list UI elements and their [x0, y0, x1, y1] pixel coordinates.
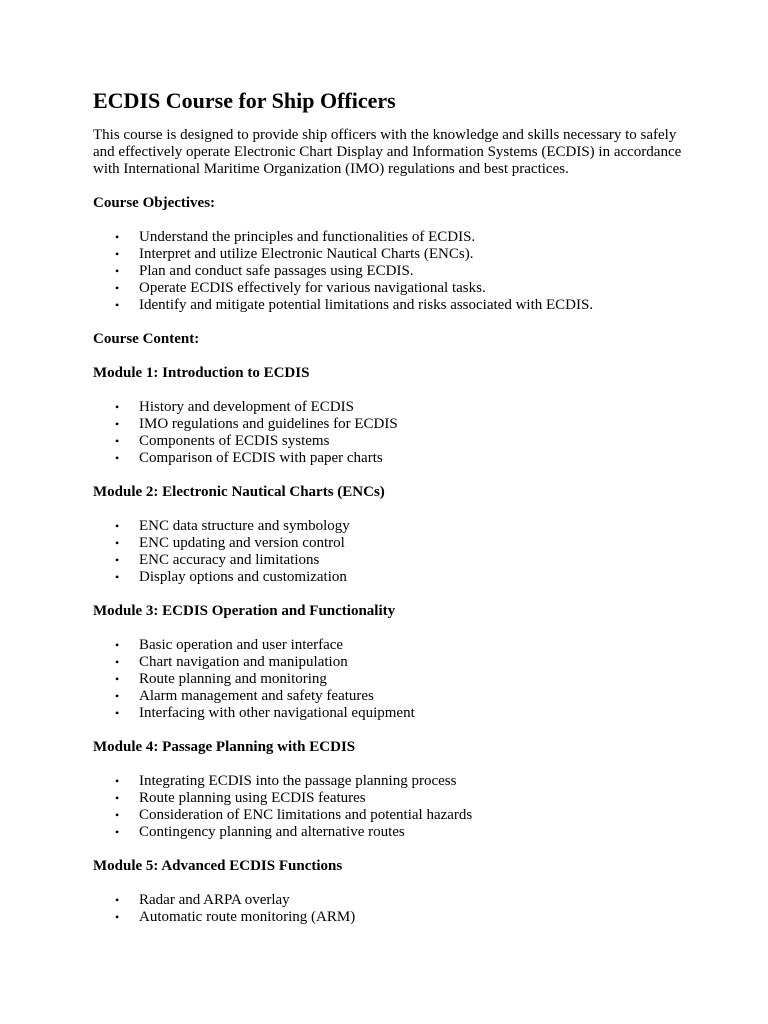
- bullet-icon: •: [115, 400, 120, 414]
- bullet-icon: •: [115, 825, 120, 839]
- bullet-icon: •: [115, 638, 120, 652]
- list-item-text: Comparison of ECDIS with paper charts: [139, 450, 383, 466]
- list-item-text: IMO regulations and guidelines for ECDIS: [139, 416, 398, 432]
- list-item: [93, 280, 693, 297]
- bullet-icon: •: [115, 706, 120, 720]
- list-item-text: Components of ECDIS systems: [139, 433, 330, 449]
- objectives-list: [93, 229, 693, 314]
- document-title: ECDIS Course for Ship Officers: [93, 88, 396, 113]
- list-item: [93, 637, 693, 654]
- bullet-icon: •: [115, 570, 120, 584]
- list-item: [93, 450, 693, 467]
- list-item: [93, 790, 693, 807]
- list-item: [93, 892, 693, 909]
- list-item: [93, 552, 693, 569]
- list-item: [93, 416, 693, 433]
- module-1-heading: Module 1: Introduction to ECDIS: [93, 365, 310, 381]
- list-item: [93, 518, 693, 535]
- list-item: [93, 807, 693, 824]
- list-item-text: Chart navigation and manipulation: [139, 654, 348, 670]
- list-item: [93, 824, 693, 841]
- list-item: [93, 263, 693, 280]
- list-item-text: Radar and ARPA overlay: [139, 892, 290, 908]
- list-item: [93, 654, 693, 671]
- list-item: [93, 569, 693, 586]
- list-item: [93, 705, 693, 722]
- list-item: [93, 297, 693, 314]
- bullet-icon: •: [115, 264, 120, 278]
- list-item-text: Display options and customization: [139, 569, 347, 585]
- bullet-icon: •: [115, 553, 120, 567]
- bullet-icon: •: [115, 519, 120, 533]
- bullet-icon: •: [115, 536, 120, 550]
- list-item: [93, 246, 693, 263]
- module-3-list: [93, 637, 693, 722]
- module-4-heading: Module 4: Passage Planning with ECDIS: [93, 739, 356, 755]
- content-heading: Course Content:: [93, 331, 200, 347]
- bullet-icon: •: [115, 774, 120, 788]
- module-5-heading: Module 5: Advanced ECDIS Functions: [93, 858, 343, 874]
- list-item-text: Operate ECDIS effectively for various navigational tasks.: [139, 280, 486, 296]
- list-item-text: Consideration of ENC limitations and potential hazards: [139, 807, 473, 823]
- objectives-heading: Course Objectives:: [93, 195, 216, 211]
- list-item-text: Understand the principles and functionalities of ECDIS.: [139, 229, 476, 245]
- bullet-icon: •: [115, 893, 120, 907]
- list-item-text: ENC updating and version control: [139, 535, 345, 551]
- list-item-text: Identify and mitigate potential limitations and risks associated with ECDIS.: [139, 297, 594, 313]
- list-item-text: Route planning and monitoring: [139, 671, 327, 687]
- list-item-text: Route planning using ECDIS features: [139, 790, 366, 806]
- bullet-icon: •: [115, 451, 120, 465]
- list-item-text: Plan and conduct safe passages using ECDIS.: [139, 263, 414, 279]
- intro-paragraph: This course is designed to provide ship officers with the knowledge and skills necessary to safely and effectively operate Electronic Chart Display and Information Systems (ECDIS) in accordance with International Maritime Organization (IMO) regulations and best practices.: [93, 127, 682, 177]
- module-2-list: [93, 518, 693, 586]
- list-item-text: Interfacing with other navigational equipment: [139, 705, 415, 721]
- list-item: [93, 433, 693, 450]
- list-item-text: Integrating ECDIS into the passage planning process: [139, 773, 457, 789]
- list-item-text: ENC accuracy and limitations: [139, 552, 320, 568]
- module-3-heading: Module 3: ECDIS Operation and Functionality: [93, 603, 396, 619]
- bullet-icon: •: [115, 298, 120, 312]
- bullet-icon: •: [115, 672, 120, 686]
- bullet-icon: •: [115, 230, 120, 244]
- list-item: [93, 773, 693, 790]
- bullet-icon: •: [115, 247, 120, 261]
- document-page: [93, 86, 693, 943]
- list-item: [93, 399, 693, 416]
- list-item-text: Interpret and utilize Electronic Nautical Charts (ENCs).: [139, 246, 474, 262]
- list-item-text: Automatic route monitoring (ARM): [139, 909, 356, 925]
- list-item: [93, 688, 693, 705]
- list-item: [93, 909, 693, 926]
- bullet-icon: •: [115, 655, 120, 669]
- list-item-text: Contingency planning and alternative routes: [139, 824, 405, 840]
- bullet-icon: •: [115, 689, 120, 703]
- module-1-list: [93, 399, 693, 467]
- module-2-heading: Module 2: Electronic Nautical Charts (ENCs): [93, 484, 385, 500]
- bullet-icon: •: [115, 281, 120, 295]
- bullet-icon: •: [115, 417, 120, 431]
- bullet-icon: •: [115, 910, 120, 924]
- list-item: [93, 535, 693, 552]
- bullet-icon: •: [115, 808, 120, 822]
- list-item-text: Alarm management and safety features: [139, 688, 374, 704]
- list-item: [93, 229, 693, 246]
- bullet-icon: •: [115, 434, 120, 448]
- list-item-text: History and development of ECDIS: [139, 399, 354, 415]
- module-5-list: [93, 892, 693, 926]
- module-4-list: [93, 773, 693, 841]
- list-item: [93, 671, 693, 688]
- list-item-text: ENC data structure and symbology: [139, 518, 350, 534]
- bullet-icon: •: [115, 791, 120, 805]
- list-item-text: Basic operation and user interface: [139, 637, 344, 653]
